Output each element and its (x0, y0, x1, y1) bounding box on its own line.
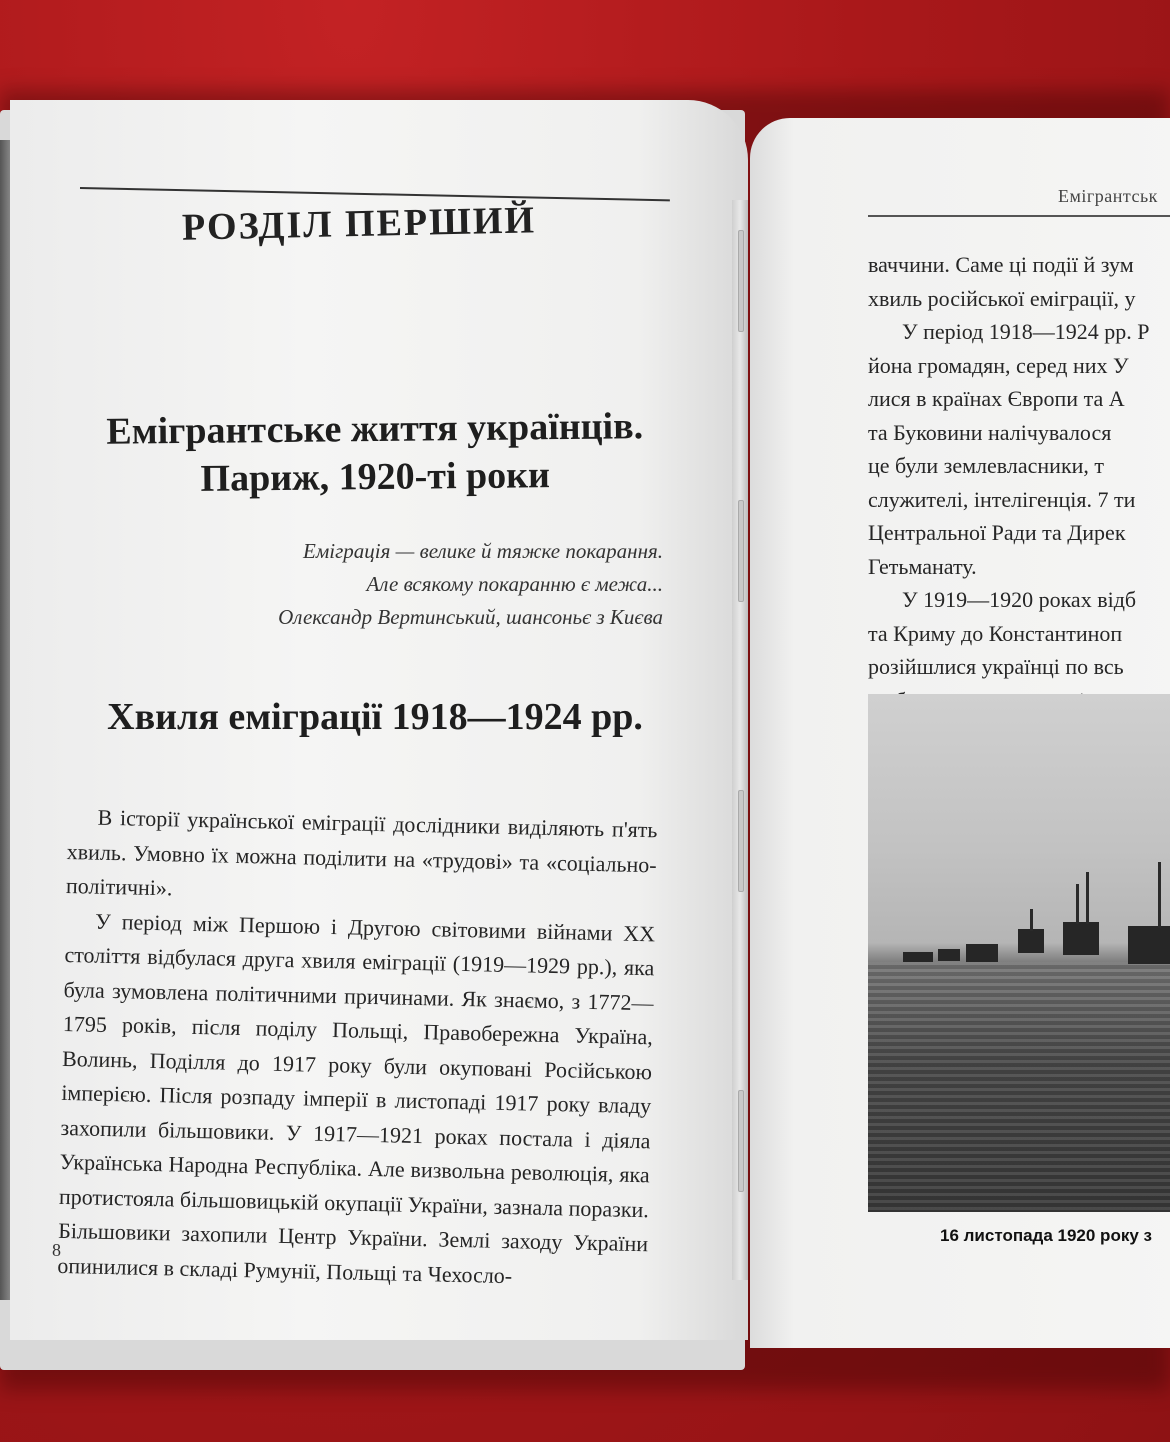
text-line: йона громадян, серед них У (868, 352, 1129, 378)
binding-stitch (738, 230, 744, 332)
historical-photo-ships (868, 694, 1170, 1212)
binding-stitch (738, 790, 744, 892)
section-heading: Хвиля еміграції 1918—1924 рр. (107, 696, 643, 738)
right-body-text (868, 248, 1170, 717)
epigraph-line1: Еміграція — велике й тяжке покарання. (303, 539, 663, 563)
text-line: ваччини. Саме ці події й зум (868, 252, 1134, 277)
chapter-title-line1: Емігрантське життя українців. (106, 405, 644, 453)
text-line: це були землевласники, т (868, 453, 1105, 478)
text-line: та Криму до Константиноп (868, 620, 1123, 646)
ship (1128, 926, 1170, 964)
text-line: та Буковини налічувалося (868, 419, 1112, 445)
header-rule (80, 187, 670, 201)
header-rule (868, 215, 1170, 217)
text-line: Гетьманату. (868, 553, 977, 579)
left-page (10, 100, 748, 1340)
ship (903, 952, 933, 962)
sea (868, 962, 1170, 1212)
photo-caption: 16 листопада 1920 року з (940, 1226, 1152, 1245)
ship-mast (1076, 884, 1079, 924)
chapter-heading: РОЗДІЛ ПЕРШИЙ (181, 199, 537, 249)
body-text (57, 800, 658, 1296)
ship (938, 949, 960, 961)
ship (1018, 929, 1044, 953)
running-head: Емігрантськ (1058, 186, 1158, 206)
epigraph-line2: Але всякому покаранню є межа... (366, 572, 663, 596)
page-number: 8 (52, 1240, 61, 1260)
text-line: розійшлися українці по всь (868, 654, 1124, 679)
text-line: лися в країнах Європи та А (868, 386, 1125, 411)
ship (1063, 922, 1099, 955)
text-line: Центральної Ради та Дирек (868, 520, 1126, 545)
binding-stitch (738, 1090, 744, 1192)
epigraph-author: Олександр Вертинський, шансоньє з Києва (278, 605, 663, 629)
text-line: служителі, інтелігенція. 7 ти (868, 486, 1136, 512)
ship-mast (1030, 909, 1033, 931)
epigraph (278, 535, 663, 634)
binding-stitch (738, 500, 744, 602)
chapter-title (85, 402, 666, 504)
text-line: У період 1918—1924 рр. Р (902, 319, 1150, 344)
ship-mast (1158, 862, 1161, 928)
text-line: хвиль російської еміграції, у (868, 285, 1136, 311)
ship (966, 944, 998, 962)
right-page (750, 118, 1170, 1348)
paragraph: В історії української еміграції дослідники виділяють п'ять хвиль. Умовно їх можна поділити на «трудові» та «соціально-політичні». (65, 804, 658, 901)
paragraph: У період між Першою і Другою світовими війнами XX століття відбулася друга хвиля еміграції (1919—1929 рр.), яка була зумовлена політичними причинами. Як знаємо, з 1772—1795 років, після поділу Польщі, Правобережна Україна, Волинь, Поділля до 1917 року були окуповані Російською імперією. Після розпаду імперії в листопаді 1917 року владу захопили більшовики. У 1917—1921 роках постала і діяла Українська Народна Республіка. Але визвольна революція, яка протистояла більшовицькій окупації України, зазнала поразки. Більшовики захопили Центр України. Землі заходу України опинилися в складі Румунії, Польщі та Чехосло- (57, 908, 656, 1288)
ship-mast (1086, 872, 1089, 924)
chapter-title-line2: Париж, 1920-ті роки (200, 454, 551, 500)
text-line: У 1919—1920 роках відб (902, 587, 1137, 612)
